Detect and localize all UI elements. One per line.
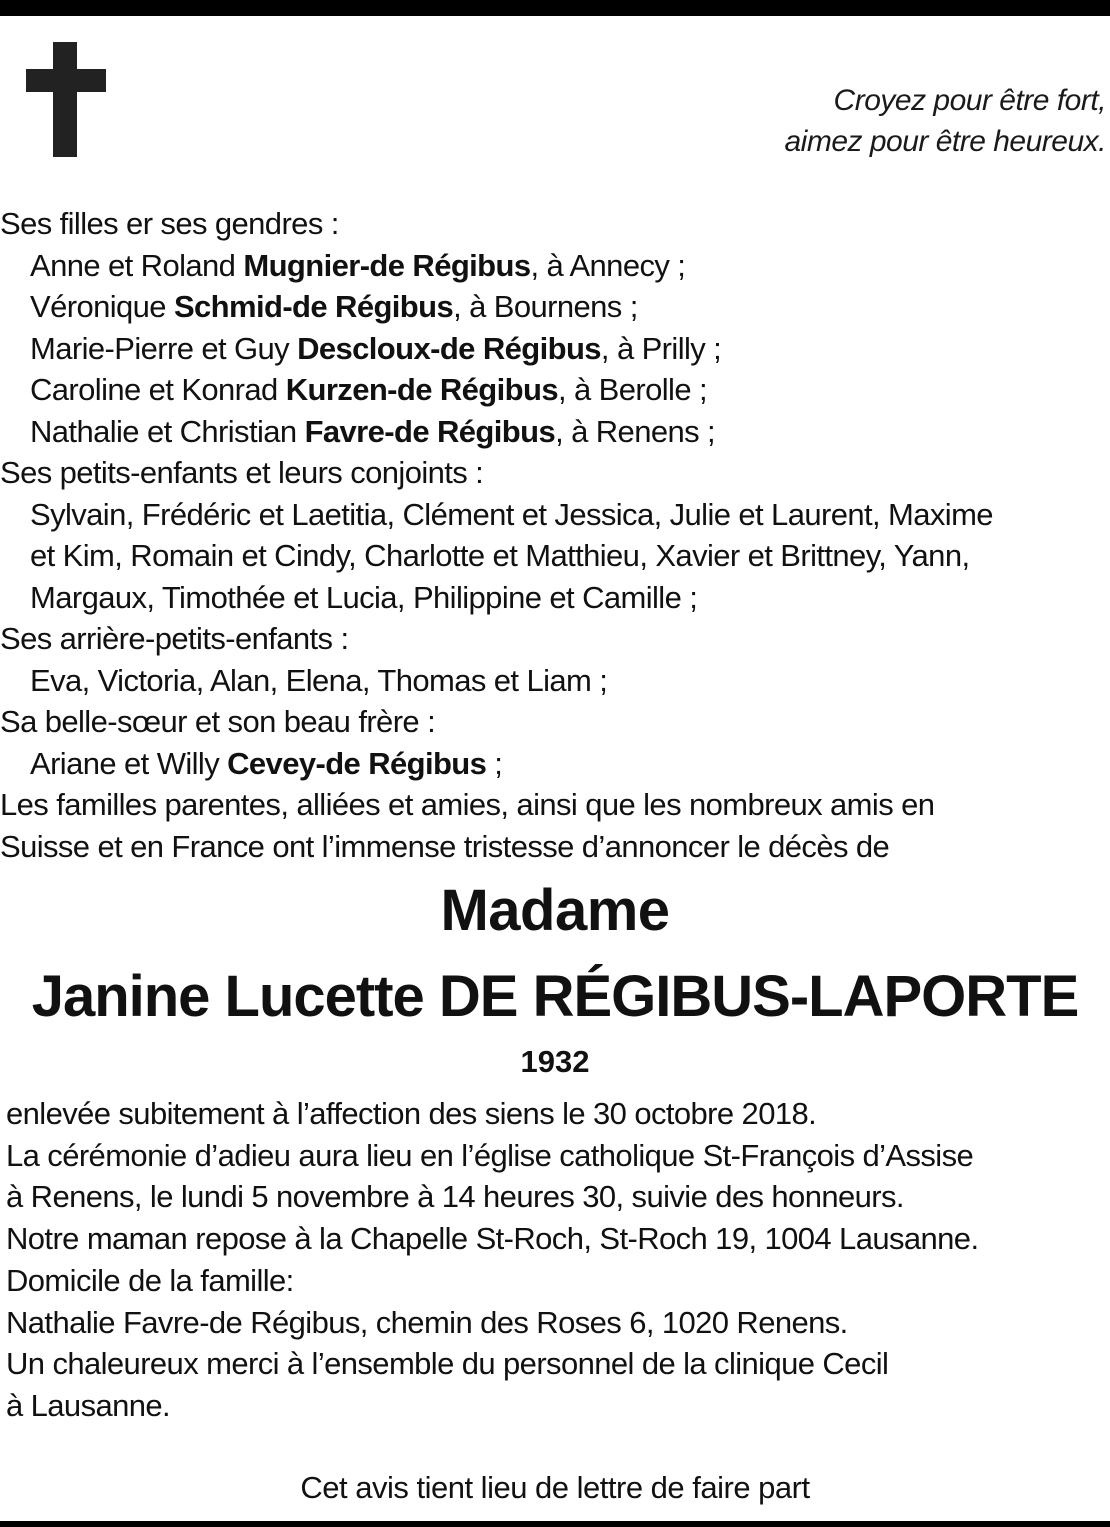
family-surname: Favre-de Régibus [304, 413, 556, 449]
deceased-name: Janine Lucette DE RÉGIBUS-LAPORTE [31, 964, 1079, 1029]
family-member: Caroline et Konrad Kurzen-de Régibus, à Berolle ; [30, 372, 707, 407]
details-line: La cérémonie d’adieu aura lieu en l’église catholique St-François d’Assise [6, 1137, 974, 1173]
grandchildren-line: Sylvain, Frédéric et Laetitia, Clément et Jessica, Julie et Laurent, Maxime [30, 496, 993, 532]
details-line: à Lausanne. [6, 1387, 171, 1423]
top-rule [0, 0, 1110, 16]
in-laws-heading: Sa belle-sœur et son beau frère : [0, 704, 436, 739]
announcement-line: Suisse et en France ont l’immense tristesse d’annoncer le décès de [0, 828, 890, 864]
details-line: enlevée subitement à l’affection des siens le 30 octobre 2018. [6, 1096, 817, 1131]
family-list [0, 203, 1108, 867]
grandchildren-names [0, 494, 1108, 619]
deceased-title: Madame [440, 878, 670, 943]
cross-icon [26, 42, 106, 157]
family-surname: Cevey-de Régibus [227, 745, 487, 781]
footer-note: Cet avis tient lieu de lettre de faire part [300, 1470, 810, 1505]
family-surname: Schmid-de Régibus [173, 289, 454, 324]
funeral-details [6, 1093, 1106, 1427]
family-member: Véronique Schmid-de Régibus, à Bournens ; [30, 289, 638, 324]
grandchildren-line: et Kim, Romain et Cindy, Charlotte et Matthieu, Xavier et Brittney, Yann, [30, 538, 970, 573]
details-line: Notre maman repose à la Chapelle St-Roch, St-Roch 19, 1004 Lausanne. [6, 1221, 979, 1257]
family-surname: Kurzen-de Régibus [285, 372, 558, 407]
deceased-birth-year: 1932 [520, 1044, 590, 1079]
announcement-line: Les familles parentes, alliées et amies, ainsi que les nombreux amis en [0, 787, 935, 822]
family-member: Nathalie et Christian Favre-de Régibus, à Renens ; [30, 413, 716, 449]
family-member: Marie-Pierre et Guy Descloux-de Régibus, à Prilly ; [30, 330, 722, 366]
quote-line: Croyez pour être fort, [833, 84, 1106, 117]
epigraph-quote [784, 80, 1106, 162]
children-heading: Ses filles er ses gendres : [0, 206, 339, 241]
grandchildren-line: Margaux, Timothée et Lucia, Philippine et Camille ; [30, 579, 698, 615]
family-member: Anne et Roland Mugnier-de Régibus, à Annecy ; [30, 247, 686, 283]
family-surname: Mugnier-de Régibus [243, 247, 531, 283]
quote-line: aimez pour être heureux. [784, 125, 1106, 158]
details-line: à Renens, le lundi 5 novembre à 14 heures 30, suivie des honneurs. [6, 1179, 904, 1215]
details-line: Domicile de la famille: [6, 1262, 294, 1298]
family-member: Ariane et Willy Cevey-de Régibus ; [30, 745, 503, 781]
grandchildren-heading: Ses petits-enfants et leurs conjoints : [0, 455, 484, 490]
bottom-rule [0, 1521, 1110, 1527]
family-surname: Descloux-de Régibus [297, 330, 601, 366]
details-line: Nathalie Favre-de Régibus, chemin des Roses 6, 1020 Renens. [6, 1304, 848, 1340]
great-grandchildren-names: Eva, Victoria, Alan, Elena, Thomas et Liam ; [30, 662, 608, 698]
details-line: Un chaleureux merci à l’ensemble du personnel de la clinique Cecil [6, 1346, 889, 1382]
great-grandchildren-heading: Ses arrière-petits-enfants : [0, 621, 349, 656]
